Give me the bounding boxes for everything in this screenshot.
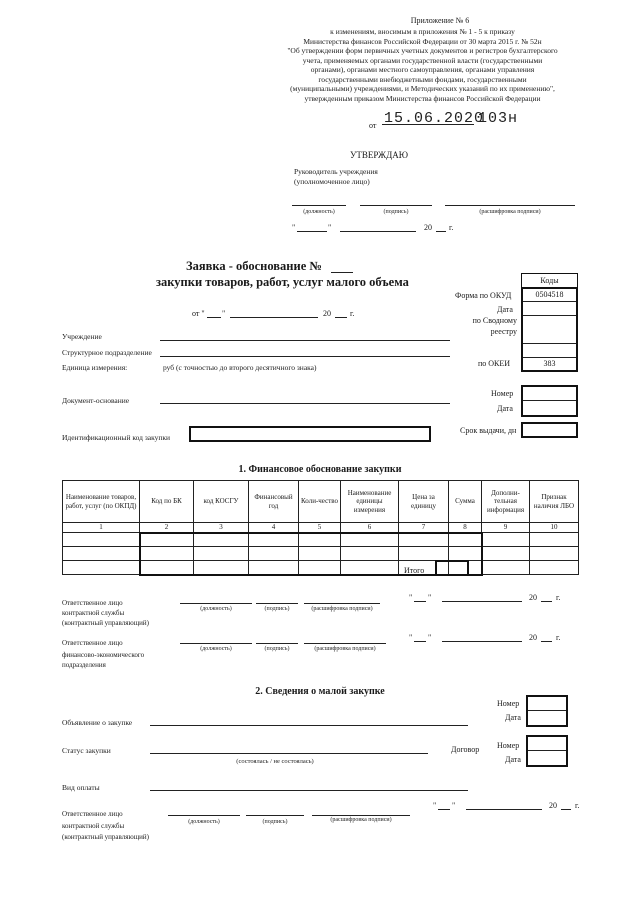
doc-year-line[interactable] — [335, 317, 347, 318]
handwritten-number: 103н — [478, 110, 519, 127]
approve-head-label: Руководитель учреждения — [294, 167, 378, 176]
approve-day-line[interactable] — [297, 231, 327, 232]
table-cell[interactable] — [140, 547, 194, 561]
cap-signature: (подпись) — [262, 819, 288, 825]
appendix-line: учета, применяемых органами государственной власти (государственными — [302, 55, 543, 65]
header-cell: Сумма — [449, 481, 482, 523]
table-cell[interactable] — [399, 533, 449, 547]
resp1-decode-line[interactable] — [304, 603, 380, 604]
approve-signature-line[interactable] — [360, 205, 432, 206]
resp3-position-line[interactable] — [168, 815, 240, 816]
appendix-line: государственными внебюджетными фондами, государственными — [318, 74, 527, 84]
okei-label: по ОКЕИ — [478, 359, 511, 368]
table-cell[interactable] — [194, 561, 249, 575]
basis-number-label: Номер — [491, 389, 514, 398]
number-cell: 4 — [249, 523, 299, 533]
unit-value: руб (с точностью до второго десятичного знака) — [163, 363, 317, 372]
table-row[interactable] — [63, 533, 579, 547]
contract-number-label: Номер — [497, 741, 520, 750]
resp2-month-line[interactable] — [442, 641, 522, 642]
resp1-year-g: г. — [556, 593, 561, 602]
table-cell[interactable] — [63, 547, 140, 561]
approve-month-line[interactable] — [340, 231, 416, 232]
unit-label: Единица измерения: — [62, 363, 128, 372]
cap-decode: (расшифровка подписи) — [311, 606, 373, 612]
resp2-label: финансово-экономического — [62, 651, 145, 659]
codes-divider — [523, 301, 576, 302]
approve-title: УТВЕРЖДАЮ — [350, 150, 409, 160]
appendix-date-prefix: от — [369, 121, 377, 130]
number-cell: 10 — [530, 523, 579, 533]
finance-table — [62, 480, 579, 576]
cap-position: (должность) — [303, 209, 335, 215]
table-cell[interactable] — [530, 547, 579, 561]
resp1-quote-close: " — [428, 593, 432, 602]
table-cell[interactable] — [249, 547, 299, 561]
notice-label: Объявление о закупке — [62, 718, 133, 727]
approve-year-line[interactable] — [436, 231, 446, 232]
table-cell[interactable] — [341, 533, 399, 547]
resp1-position-line[interactable] — [180, 603, 252, 604]
appendix-title: Приложение № 6 — [410, 16, 470, 25]
header-cell: Признак наличия ЛБО — [530, 481, 579, 523]
resp1-label: контрактной службы — [62, 609, 125, 617]
table-cell[interactable] — [299, 547, 341, 561]
resp1-label: Ответственное лицо — [62, 599, 123, 607]
doc-date-from: от " — [192, 309, 205, 318]
institution-line[interactable] — [160, 340, 450, 341]
finance-number-row — [63, 523, 579, 533]
number-cell: 2 — [140, 523, 194, 533]
resp3-month-line[interactable] — [466, 809, 542, 810]
codes-divider — [523, 315, 576, 316]
doc-title: Заявка - обоснование № — [186, 259, 322, 273]
doc-year-g: г. — [350, 309, 355, 318]
resp2-label: подразделения — [62, 661, 106, 669]
table-cell[interactable] — [482, 561, 530, 575]
appendix-line: к изменениям, вносимым в приложения № 1 - 5 к приказу — [330, 27, 515, 36]
okud-label: Форма по ОКУД — [455, 291, 512, 300]
codes-date-label: Дата — [497, 305, 513, 314]
total-label: Итого — [404, 566, 425, 575]
issue-term-input[interactable] — [521, 422, 578, 438]
number-cell: 5 — [299, 523, 341, 533]
approve-quote-close: " — [328, 223, 332, 232]
resp3-day-line[interactable] — [438, 809, 450, 810]
notice-divider — [528, 710, 566, 711]
approve-quote-open: " — [292, 223, 296, 232]
table-cell[interactable] — [449, 533, 482, 547]
table-cell[interactable] — [140, 561, 194, 575]
approve-year-prefix: 20 — [424, 223, 432, 232]
header-cell: Код по БК — [140, 481, 194, 523]
institution-label: Учреждение — [62, 332, 102, 341]
date-underline — [382, 124, 474, 125]
table-cell[interactable] — [482, 533, 530, 547]
table-cell[interactable] — [341, 547, 399, 561]
approve-position-line[interactable] — [292, 205, 346, 206]
header-cell: Наименование единицы измерения — [341, 481, 399, 523]
table-row[interactable] — [63, 547, 579, 561]
resp2-year-line[interactable] — [541, 641, 552, 642]
cap-position: (должность) — [200, 606, 232, 612]
appendix-line: Министерства финансов Российской Федерации от 30 марта 2015 г. № 52н — [303, 36, 542, 46]
resp2-label: Ответственное лицо — [62, 639, 123, 647]
okud-value: 0504518 — [535, 290, 564, 299]
table-cell[interactable] — [194, 533, 249, 547]
table-cell[interactable] — [299, 561, 341, 575]
resp1-year-line[interactable] — [541, 601, 552, 602]
okei-value: 383 — [543, 359, 556, 368]
codes-header: Коды — [521, 273, 578, 288]
resp3-quote-close: " — [452, 801, 456, 810]
cap-position: (должность) — [188, 819, 220, 825]
cap-decode: (расшифровка подписи) — [330, 817, 392, 823]
resp2-decode-line[interactable] — [304, 643, 386, 644]
cap-signature: (подпись) — [264, 606, 290, 612]
contract-label: Договор — [451, 745, 480, 754]
doc-date-quote: " — [222, 309, 226, 318]
basis-doc-line[interactable] — [160, 403, 450, 404]
resp2-quote-close: " — [428, 633, 432, 642]
number-cell: 6 — [341, 523, 399, 533]
resp1-signature-line[interactable] — [256, 603, 298, 604]
registry-label: по Сводному — [472, 316, 517, 325]
approve-year-suffix: г. — [449, 223, 454, 232]
resp3-year-line[interactable] — [561, 809, 571, 810]
doc-number-line[interactable] — [331, 272, 353, 273]
resp1-year: 20 — [529, 593, 537, 602]
codes-divider — [523, 343, 576, 344]
resp3-year-g: г. — [575, 801, 580, 810]
basis-date-label: Дата — [497, 404, 513, 413]
resp1-quote-open: " — [409, 593, 413, 602]
header-cell: Дополни-тельная информация — [482, 481, 530, 523]
purchase-id-label: Идентификационный код закупки — [62, 433, 171, 442]
table-cell[interactable] — [449, 547, 482, 561]
table-cell[interactable] — [63, 533, 140, 547]
appendix-line: (муниципальными) учреждениями, и Методических указаний по их применению", — [290, 84, 555, 93]
appendix-text — [255, 27, 590, 103]
table-cell[interactable] — [299, 533, 341, 547]
resp1-day-line[interactable] — [414, 601, 426, 602]
number-cell: 3 — [194, 523, 249, 533]
basis-code-box[interactable] — [521, 385, 578, 417]
resp2-day-line[interactable] — [414, 641, 426, 642]
notice-date-label: Дата — [505, 713, 521, 722]
doc-subtitle: закупки товаров, работ, услуг малого объема — [156, 275, 409, 289]
resp3-quote-open: " — [433, 801, 437, 810]
contract-divider — [528, 750, 566, 751]
basis-divider — [523, 400, 576, 401]
resp2-quote-open: " — [409, 633, 413, 642]
division-line[interactable] — [160, 356, 450, 357]
header-cell: Цена за единицу — [399, 481, 449, 523]
contract-code-box[interactable] — [526, 735, 568, 767]
handwritten-date: 15.06.2020 — [384, 110, 485, 127]
payment-label: Вид оплаты — [62, 783, 100, 792]
appendix-line: органами), органами местного самоуправления, органами управления — [310, 65, 535, 74]
doc-day-line[interactable] — [207, 317, 221, 318]
resp2-position-line[interactable] — [180, 643, 252, 644]
contract-date-label: Дата — [505, 755, 521, 764]
purchase-id-input[interactable] — [189, 426, 431, 442]
basis-doc-label: Документ-основание — [62, 396, 130, 405]
number-cell: 1 — [63, 523, 140, 533]
number-cell: 9 — [482, 523, 530, 533]
cap-decode: (расшифровка подписи) — [479, 209, 541, 215]
table-cell[interactable] — [194, 547, 249, 561]
section1-title: 1. Финансовое обоснование закупки — [238, 464, 402, 475]
table-cell[interactable] — [530, 533, 579, 547]
resp3-label: Ответственное лицо — [62, 810, 123, 818]
cap-signature: (подпись) — [383, 209, 409, 215]
table-cell[interactable] — [482, 547, 530, 561]
issue-term-label: Срок выдачи, дн — [460, 426, 517, 435]
status-line[interactable] — [150, 753, 428, 754]
table-cell[interactable] — [63, 561, 140, 575]
resp3-label: контрактной службы — [62, 822, 125, 830]
doc-month-line[interactable] — [230, 317, 318, 318]
resp2-year: 20 — [529, 633, 537, 642]
resp1-month-line[interactable] — [442, 601, 522, 602]
table-cell[interactable] — [249, 561, 299, 575]
header-cell: код КОСГУ — [194, 481, 249, 523]
table-cell[interactable] — [530, 561, 579, 575]
notice-code-box[interactable] — [526, 695, 568, 727]
header-cell: Финансовый год — [249, 481, 299, 523]
cap-decode: (расшифровка подписи) — [314, 646, 376, 652]
section2-title: 2. Сведения о малой закупке — [255, 686, 385, 697]
resp2-signature-line[interactable] — [256, 643, 298, 644]
appendix-line: утвержденным приказом Министерства финансов Российской Федерации — [304, 93, 541, 103]
table-cell[interactable] — [399, 547, 449, 561]
notice-number-label: Номер — [497, 699, 520, 708]
status-hint: (состоялась / не состоялась) — [236, 758, 314, 765]
registry-sublabel: реестру — [490, 327, 517, 336]
resp3-signature-line[interactable] — [246, 815, 304, 816]
codes-divider — [523, 357, 576, 358]
table-cell[interactable] — [341, 561, 399, 575]
resp3-decode-line[interactable] — [312, 815, 410, 816]
cap-signature: (подпись) — [264, 646, 290, 652]
table-cell[interactable] — [140, 533, 194, 547]
total-value[interactable] — [435, 560, 469, 576]
table-row[interactable] — [63, 561, 579, 575]
finance-header-row — [63, 481, 579, 523]
approve-decode-line[interactable] — [445, 205, 575, 206]
division-label: Структурное подразделение — [62, 348, 152, 357]
payment-line[interactable] — [150, 790, 468, 791]
approve-head-sublabel: (уполномоченное лицо) — [294, 177, 370, 186]
notice-line[interactable] — [150, 725, 468, 726]
resp3-year: 20 — [549, 801, 557, 810]
number-cell: 8 — [449, 523, 482, 533]
doc-year-prefix: 20 — [323, 309, 331, 318]
status-label: Статус закупки — [62, 746, 111, 755]
cap-position: (должность) — [200, 646, 232, 652]
header-cell: Наименование товаров, работ, услуг (по ОКПД) — [63, 481, 140, 523]
header-cell: Коли-чество — [299, 481, 341, 523]
appendix-line: "Об утверждении форм первичных учетных документов и регистров бухгалтерского — [287, 46, 558, 55]
resp3-label: (контрактный управляющий) — [62, 833, 149, 841]
table-cell[interactable] — [249, 533, 299, 547]
resp1-label: (контрактный управляющий) — [62, 619, 149, 627]
resp2-year-g: г. — [556, 633, 561, 642]
number-cell: 7 — [399, 523, 449, 533]
